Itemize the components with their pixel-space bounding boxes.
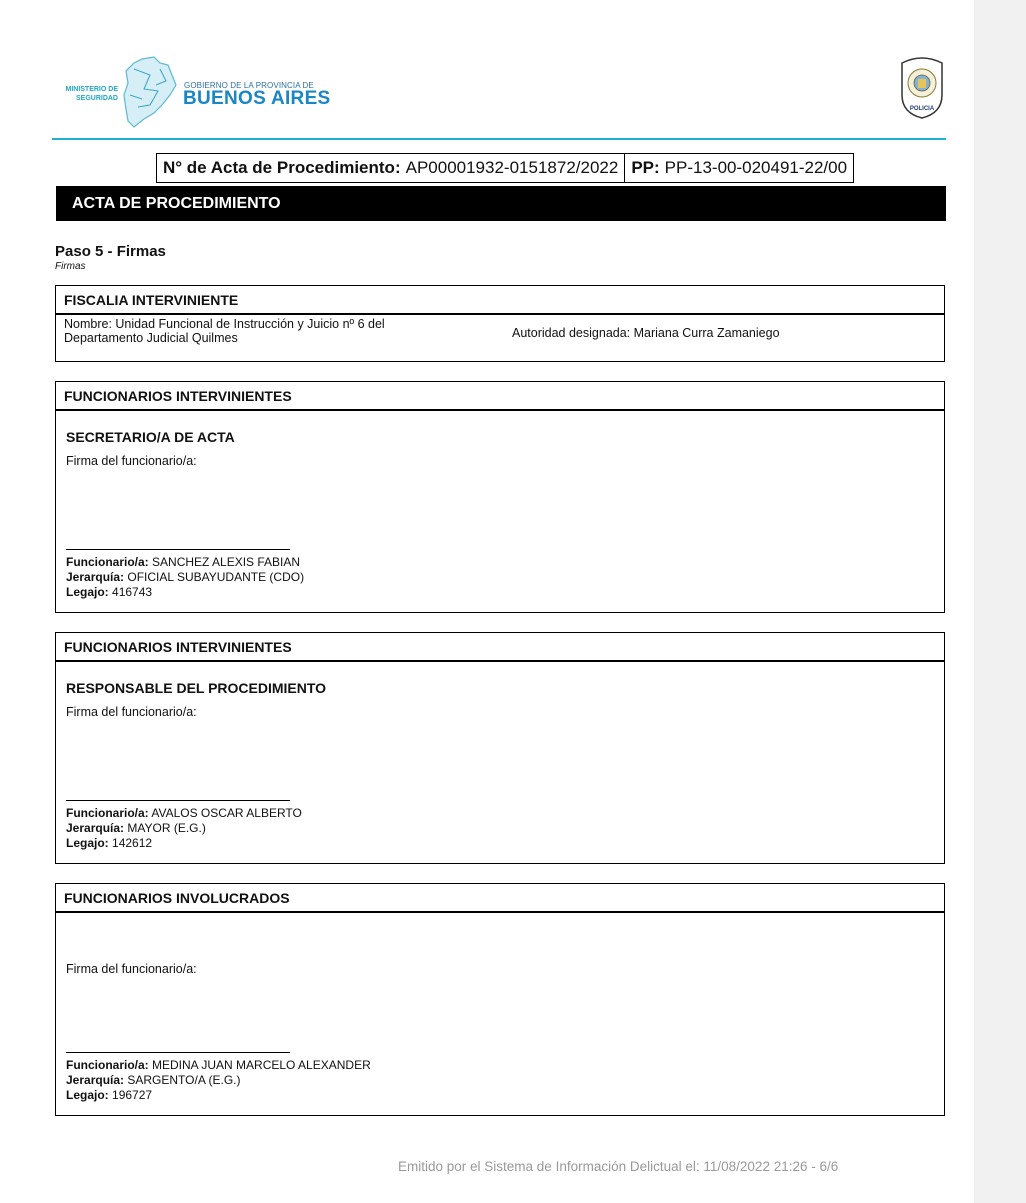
- fiscalia-box: [55, 285, 945, 362]
- funcionario-info: Funcionario/a: SANCHEZ ALEXIS FABIAN Jerarquía: OFICIAL SUBAYUDANTE (CDO) Legajo: 416743: [66, 555, 305, 599]
- firma-label: Firma del funcionario/a:: [66, 454, 197, 468]
- step-subtitle: Firmas: [55, 261, 86, 272]
- signature-line: [66, 549, 290, 550]
- section-heading: FUNCIONARIOS INTERVINIENTES: [56, 382, 944, 411]
- gov-big-text: BUENOS AIRES: [183, 88, 331, 109]
- funcionario-info: Funcionario/a: AVALOS OSCAR ALBERTO Jerarquía: MAYOR (E.G.) Legajo: 142612: [66, 806, 302, 850]
- viewer-gutter: [974, 0, 1026, 1203]
- gov-small-text: GOBIERNO DE LA PROVINCIA DE: [184, 81, 314, 90]
- pp-number-cell: PP: PP-13-00-020491-22/00: [624, 154, 853, 182]
- acta-number-value: AP00001932-0151872/2022: [405, 158, 619, 177]
- acta-number-row: [156, 153, 854, 183]
- funcionario-legajo: 196727: [112, 1088, 153, 1102]
- fiscalia-nombre: Nombre: Unidad Funcional de Instrucción y Juicio nº 6 del Departamento Judicial Quilmes: [64, 317, 385, 345]
- signature-section-secretario: [55, 381, 945, 613]
- pp-number-value: PP-13-00-020491-22/00: [664, 158, 848, 177]
- firma-label: Firma del funcionario/a:: [66, 962, 197, 976]
- signature-line: [66, 800, 290, 801]
- firma-label: Firma del funcionario/a:: [66, 705, 197, 719]
- svg-text:POLICIA: POLICIA: [909, 106, 935, 112]
- funcionario-jerarquia: OFICIAL SUBAYUDANTE (CDO): [127, 570, 305, 584]
- fiscalia-heading: FISCALIA INTERVINIENTE: [56, 286, 944, 315]
- funcionario-legajo: 416743: [112, 585, 153, 599]
- funcionario-info: Funcionario/a: MEDINA JUAN MARCELO ALEXANDER Jerarquía: SARGENTO/A (E.G.) Legajo: 196727: [66, 1058, 371, 1102]
- document-title-bar: ACTA DE PROCEDIMIENTO: [56, 186, 946, 221]
- ministerio-logo-text: MINISTERIO DE SEGURIDAD: [65, 86, 118, 102]
- signature-section-involucrados: [55, 883, 945, 1116]
- section-heading: FUNCIONARIOS INTERVINIENTES: [56, 633, 944, 662]
- header-divider: [52, 138, 946, 140]
- section-subheading: SECRETARIO/A DE ACTA: [66, 429, 235, 445]
- acta-number-cell: N° de Acta de Procedimiento: AP00001932-0151872/2022: [163, 158, 619, 177]
- section-subheading: RESPONSABLE DEL PROCEDIMIENTO: [66, 680, 327, 696]
- section-heading: FUNCIONARIOS INVOLUCRADOS: [56, 884, 944, 913]
- funcionario-jerarquia: SARGENTO/A (E.G.): [127, 1073, 241, 1087]
- funcionario-name: SANCHEZ ALEXIS FABIAN: [152, 555, 301, 569]
- funcionario-jerarquia: MAYOR (E.G.): [127, 821, 206, 835]
- funcionario-legajo: 142612: [112, 836, 153, 850]
- signature-section-responsable: [55, 632, 945, 864]
- page-footer: Emitido por el Sistema de Información Delictual el: 11/08/2022 21:26 - 6/6: [398, 1159, 839, 1174]
- fiscalia-autoridad: Autoridad designada: Mariana Curra Zamaniego: [512, 326, 780, 340]
- funcionario-name: AVALOS OSCAR ALBERTO: [151, 806, 302, 820]
- step-title: Paso 5 - Firmas: [55, 243, 166, 260]
- funcionario-name: MEDINA JUAN MARCELO ALEXANDER: [152, 1058, 371, 1072]
- province-map-icon: [120, 55, 180, 130]
- signature-line: [66, 1052, 290, 1053]
- police-shield-icon: [897, 55, 947, 120]
